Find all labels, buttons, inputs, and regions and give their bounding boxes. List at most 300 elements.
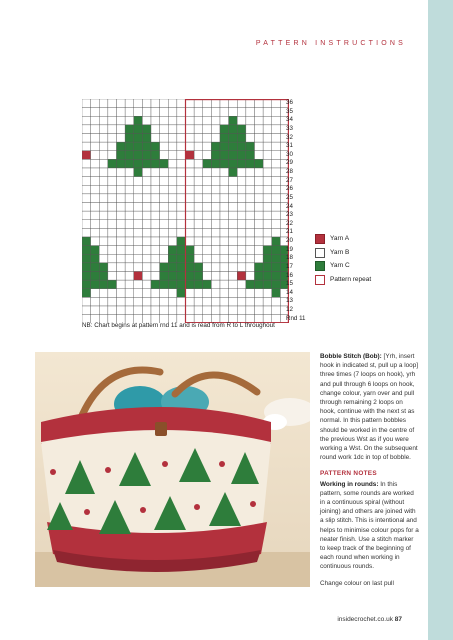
chart-cell-yarn-b — [117, 306, 126, 315]
chart-cell-yarn-c — [160, 280, 169, 289]
chart-cell-yarn-b — [272, 220, 281, 229]
chart-cell-yarn-b — [168, 306, 177, 315]
chart-cell-yarn-b — [134, 185, 143, 194]
chart-cell-yarn-b — [229, 297, 238, 306]
chart-cell-yarn-b — [117, 228, 126, 237]
chart-cell-yarn-b — [211, 99, 220, 108]
chart-cell-yarn-b — [108, 125, 117, 134]
chart-cell-yarn-b — [229, 185, 238, 194]
chart-cell-yarn-b — [237, 280, 246, 289]
chart-cell-yarn-b — [134, 280, 143, 289]
chart-cell-yarn-c — [134, 168, 143, 177]
chart-cell-yarn-c — [134, 151, 143, 160]
chart-cell-yarn-b — [91, 203, 100, 212]
chart-cell-yarn-b — [177, 203, 186, 212]
chart-cell-yarn-b — [255, 194, 264, 203]
round-label: 21 — [286, 228, 293, 236]
chart-cell-yarn-c — [134, 159, 143, 168]
chart-cell-yarn-c — [151, 142, 160, 151]
chart-cell-yarn-b — [134, 237, 143, 246]
bobble-stitch-title: Bobble Stitch (Bob): — [320, 353, 382, 360]
round-label: 16 — [286, 271, 293, 279]
chart-cell-yarn-b — [99, 125, 108, 134]
chart-cell-yarn-b — [108, 116, 117, 125]
chart-cell-yarn-b — [255, 168, 264, 177]
chart-cell-yarn-b — [211, 108, 220, 117]
chart-cell-yarn-b — [255, 99, 264, 108]
chart-cell-yarn-b — [255, 116, 264, 125]
chart-cell-yarn-b — [263, 116, 272, 125]
chart-cell-yarn-b — [203, 211, 212, 220]
chart-cell-yarn-b — [220, 194, 229, 203]
chart-cell-yarn-b — [263, 220, 272, 229]
chart-cell-yarn-c — [151, 151, 160, 160]
chart-cell-yarn-b — [237, 297, 246, 306]
chart-cell-yarn-c — [186, 263, 195, 272]
chart-cell-yarn-b — [117, 99, 126, 108]
chart-cell-yarn-b — [125, 263, 134, 272]
chart-cell-yarn-b — [82, 177, 91, 186]
chart-cell-yarn-b — [168, 297, 177, 306]
chart-cell-yarn-b — [82, 125, 91, 134]
chart-cell-yarn-c — [255, 280, 264, 289]
chart-cell-yarn-b — [272, 203, 281, 212]
chart-cell-yarn-b — [91, 134, 100, 143]
chart-cell-yarn-c — [272, 237, 281, 246]
chart-cell-yarn-c — [151, 280, 160, 289]
chart-cell-yarn-b — [246, 306, 255, 315]
chart-cell-yarn-b — [255, 203, 264, 212]
chart-cell-yarn-b — [91, 177, 100, 186]
chart-cell-yarn-b — [125, 99, 134, 108]
chart-cell-yarn-c — [211, 151, 220, 160]
chart-cell-yarn-b — [220, 116, 229, 125]
chart-cell-yarn-b — [186, 142, 195, 151]
chart-cell-yarn-b — [229, 177, 238, 186]
chart-cell-yarn-b — [229, 194, 238, 203]
chart-cell-yarn-b — [229, 263, 238, 272]
chart-cell-yarn-b — [194, 306, 203, 315]
chart-cell-yarn-b — [263, 306, 272, 315]
chart-cell-yarn-b — [220, 108, 229, 117]
chart-cell-yarn-c — [134, 116, 143, 125]
chart-cell-yarn-b — [211, 289, 220, 298]
chart-cell-yarn-c — [211, 142, 220, 151]
chart-cell-yarn-b — [203, 289, 212, 298]
working-in-rounds-text: In this pattern, some rounds are worked in a continuous spiral (without joining) and others are joined with a slip stitch. This is intentional and helps to minimise colour pops for a neater finish. Use a stitch marker to keep track of the beginning of each round when working in continuous rounds. — [320, 480, 419, 571]
chart-cell-yarn-c — [203, 280, 212, 289]
chart-cell-yarn-b — [117, 237, 126, 246]
chart-cell-yarn-b — [229, 272, 238, 281]
chart-cell-yarn-b — [160, 228, 169, 237]
chart-cell-yarn-c — [134, 142, 143, 151]
chart-cell-yarn-b — [160, 134, 169, 143]
chart-cell-yarn-b — [237, 306, 246, 315]
chart-cell-yarn-b — [246, 203, 255, 212]
chart-cell-yarn-b — [91, 297, 100, 306]
chart-cell-yarn-b — [246, 99, 255, 108]
chart-cell-yarn-b — [91, 306, 100, 315]
chart-cell-yarn-b — [255, 185, 264, 194]
chart-cell-yarn-b — [186, 220, 195, 229]
chart-cell-yarn-b — [246, 220, 255, 229]
extra-note: Change colour on last pull — [320, 579, 394, 587]
chart-cell-yarn-b — [263, 125, 272, 134]
chart-cell-yarn-b — [91, 228, 100, 237]
chart-cell-yarn-b — [203, 168, 212, 177]
chart-cell-yarn-b — [82, 194, 91, 203]
chart-cell-yarn-b — [91, 116, 100, 125]
chart-cell-yarn-b — [186, 116, 195, 125]
chart-cell-yarn-b — [186, 168, 195, 177]
chart-cell-yarn-b — [272, 108, 281, 117]
chart-cell-yarn-c — [134, 134, 143, 143]
chart-cell-yarn-b — [211, 306, 220, 315]
chart-cell-yarn-c — [272, 272, 281, 281]
chart-cell-yarn-b — [194, 185, 203, 194]
chart-cell-yarn-b — [134, 297, 143, 306]
chart-cell-yarn-b — [99, 297, 108, 306]
chart-cell-yarn-b — [117, 272, 126, 281]
chart-cell-yarn-b — [125, 280, 134, 289]
chart-cell-yarn-b — [246, 289, 255, 298]
chart-cell-yarn-c — [99, 280, 108, 289]
chart-cell-yarn-b — [186, 211, 195, 220]
chart-cell-yarn-b — [229, 228, 238, 237]
chart-cell-yarn-b — [186, 159, 195, 168]
chart-cell-yarn-b — [177, 99, 186, 108]
chart-cell-yarn-c — [142, 159, 151, 168]
chart-cell-yarn-b — [246, 134, 255, 143]
chart-cell-yarn-b — [117, 254, 126, 263]
chart-cell-yarn-b — [160, 185, 169, 194]
chart-cell-yarn-b — [272, 211, 281, 220]
chart-cell-yarn-b — [160, 289, 169, 298]
chart-cell-yarn-c — [194, 263, 203, 272]
chart-cell-yarn-b — [177, 108, 186, 117]
chart-cell-yarn-b — [168, 185, 177, 194]
chart-cell-yarn-c — [220, 151, 229, 160]
chart-cell-yarn-b — [220, 254, 229, 263]
chart-cell-yarn-b — [203, 297, 212, 306]
chart-cell-yarn-b — [108, 108, 117, 117]
chart-cell-yarn-b — [125, 194, 134, 203]
chart-cell-yarn-b — [255, 151, 264, 160]
chart-cell-yarn-b — [186, 194, 195, 203]
chart-cell-yarn-b — [220, 237, 229, 246]
chart-cell-yarn-c — [168, 272, 177, 281]
chart-cell-yarn-b — [99, 177, 108, 186]
chart-cell-yarn-c — [82, 246, 91, 255]
chart-cell-yarn-b — [263, 228, 272, 237]
chart-cell-yarn-b — [211, 116, 220, 125]
chart-cell-yarn-b — [82, 220, 91, 229]
chart-cell-yarn-b — [194, 108, 203, 117]
chart-cell-yarn-b — [108, 185, 117, 194]
chart-cell-yarn-b — [194, 254, 203, 263]
chart-cell-yarn-b — [272, 306, 281, 315]
chart-cell-yarn-b — [203, 125, 212, 134]
chart-cell-yarn-b — [108, 142, 117, 151]
chart-cell-yarn-b — [151, 99, 160, 108]
chart-cell-yarn-c — [229, 151, 238, 160]
chart-cell-yarn-b — [211, 297, 220, 306]
chart-cell-yarn-c — [255, 159, 264, 168]
chart-cell-yarn-b — [99, 220, 108, 229]
chart-cell-yarn-b — [229, 211, 238, 220]
chart-cell-yarn-b — [203, 254, 212, 263]
chart-cell-yarn-b — [142, 306, 151, 315]
working-in-rounds-title: Working in rounds: — [320, 480, 379, 488]
chart-cell-yarn-c — [82, 289, 91, 298]
chart-cell-yarn-c — [125, 142, 134, 151]
chart-cell-yarn-b — [194, 211, 203, 220]
chart-cell-yarn-b — [237, 194, 246, 203]
chart-cell-yarn-b — [177, 142, 186, 151]
chart-cell-yarn-b — [91, 237, 100, 246]
chart-cell-yarn-c — [263, 263, 272, 272]
chart-cell-yarn-c — [246, 151, 255, 160]
chart-cell-yarn-b — [108, 194, 117, 203]
chart-cell-yarn-b — [108, 177, 117, 186]
chart-cell-yarn-b — [220, 280, 229, 289]
chart-cell-yarn-b — [91, 108, 100, 117]
chart-cell-yarn-b — [168, 203, 177, 212]
chart-cell-yarn-b — [263, 185, 272, 194]
chart-cell-yarn-b — [91, 151, 100, 160]
chart-cell-yarn-b — [117, 211, 126, 220]
round-label: 36 — [286, 99, 293, 106]
chart-cell-yarn-b — [246, 108, 255, 117]
chart-note: NB: Chart begins at pattern rnd 11 and is read from R to L throughout — [82, 322, 275, 329]
chart-cell-yarn-b — [263, 168, 272, 177]
chart-cell-yarn-b — [211, 280, 220, 289]
chart-cell-yarn-b — [194, 177, 203, 186]
colourwork-chart — [82, 99, 289, 323]
chart-cell-yarn-b — [177, 125, 186, 134]
chart-cell-yarn-b — [177, 134, 186, 143]
chart-cell-yarn-b — [99, 185, 108, 194]
chart-cell-yarn-b — [237, 185, 246, 194]
chart-cell-yarn-b — [82, 297, 91, 306]
chart-cell-yarn-b — [237, 116, 246, 125]
chart-cell-yarn-b — [203, 263, 212, 272]
chart-cell-yarn-b — [82, 168, 91, 177]
chart-cell-yarn-b — [142, 177, 151, 186]
chart-cell-yarn-b — [272, 134, 281, 143]
chart-cell-yarn-b — [108, 134, 117, 143]
chart-cell-yarn-b — [255, 220, 264, 229]
chart-cell-yarn-b — [194, 125, 203, 134]
chart-cell-yarn-b — [108, 168, 117, 177]
chart-cell-yarn-b — [125, 297, 134, 306]
round-label: 22 — [286, 219, 293, 227]
chart-cell-yarn-b — [125, 306, 134, 315]
chart-cell-yarn-c — [255, 263, 264, 272]
chart-cell-yarn-c — [237, 151, 246, 160]
chart-cell-yarn-b — [108, 228, 117, 237]
round-label: 23 — [286, 211, 293, 219]
chart-cell-yarn-c — [82, 280, 91, 289]
chart-cell-yarn-b — [220, 263, 229, 272]
chart-cell-yarn-b — [229, 254, 238, 263]
chart-cell-yarn-b — [168, 108, 177, 117]
chart-cell-yarn-b — [211, 185, 220, 194]
chart-cell-yarn-b — [91, 289, 100, 298]
chart-cell-yarn-b — [194, 142, 203, 151]
round-label: 19 — [286, 245, 293, 253]
chart-cell-yarn-b — [99, 237, 108, 246]
chart-cell-yarn-c — [91, 272, 100, 281]
chart-cell-yarn-c — [229, 159, 238, 168]
chart-cell-yarn-b — [246, 194, 255, 203]
chart-cell-yarn-b — [108, 220, 117, 229]
chart-cell-yarn-b — [160, 194, 169, 203]
chart-cell-yarn-c — [186, 246, 195, 255]
chart-cell-yarn-b — [142, 237, 151, 246]
chart-cell-yarn-b — [255, 211, 264, 220]
chart-cell-yarn-b — [220, 177, 229, 186]
chart-cell-yarn-b — [142, 297, 151, 306]
chart-cell-yarn-b — [108, 289, 117, 298]
chart-cell-yarn-c — [229, 142, 238, 151]
chart-cell-yarn-b — [203, 220, 212, 229]
chart-cell-yarn-c — [272, 280, 281, 289]
chart-cell-yarn-b — [177, 116, 186, 125]
chart-cell-yarn-b — [125, 211, 134, 220]
chart-cell-yarn-b — [229, 108, 238, 117]
chart-cell-yarn-b — [220, 185, 229, 194]
yarn-c-swatch — [315, 261, 325, 271]
chart-cell-yarn-b — [246, 272, 255, 281]
chart-cell-yarn-b — [168, 134, 177, 143]
chart-cell-yarn-b — [272, 185, 281, 194]
chart-cell-yarn-c — [160, 159, 169, 168]
chart-cell-yarn-b — [255, 246, 264, 255]
chart-cell-yarn-b — [108, 99, 117, 108]
chart-cell-yarn-b — [203, 116, 212, 125]
chart-cell-yarn-b — [134, 108, 143, 117]
chart-cell-yarn-b — [255, 125, 264, 134]
chart-cell-yarn-a — [237, 272, 246, 281]
chart-cell-yarn-b — [151, 297, 160, 306]
chart-cell-yarn-a — [82, 151, 91, 160]
chart-cell-yarn-b — [125, 289, 134, 298]
bobble-stitch-text: [Yrh, insert hook in indicated st, pull up a loop] three times (7 loops on hook), yrh and pull through 6 loops on hook, change colour, yarn over and pull through remaining 2 loops on hook, continue with the next st as normal. In this pattern bobbles should be worked in the centre of the previous Wst as if you were working a Wst. On the subsequent round work 1dc in top of bobble. — [320, 353, 419, 462]
chart-cell-yarn-c — [99, 263, 108, 272]
chart-cell-yarn-b — [168, 194, 177, 203]
chart-cell-yarn-b — [211, 211, 220, 220]
round-label: 29 — [286, 159, 293, 167]
round-label: 32 — [286, 133, 293, 141]
chart-cell-yarn-b — [99, 306, 108, 315]
chart-cell-yarn-b — [108, 203, 117, 212]
basket-photo — [35, 352, 310, 587]
chart-cell-yarn-b — [151, 125, 160, 134]
chart-cell-yarn-b — [134, 211, 143, 220]
chart-cell-yarn-b — [263, 237, 272, 246]
chart-cell-yarn-b — [168, 237, 177, 246]
chart-cell-yarn-c — [246, 159, 255, 168]
chart-cell-yarn-b — [263, 203, 272, 212]
chart-cell-yarn-b — [220, 272, 229, 281]
page-footer — [337, 616, 402, 623]
chart-cell-yarn-b — [263, 108, 272, 117]
chart-cell-yarn-b — [272, 228, 281, 237]
chart-cell-yarn-c — [91, 254, 100, 263]
yarn-a-swatch — [315, 234, 325, 244]
crochet-basket-image — [35, 352, 310, 587]
round-label: 30 — [286, 150, 293, 158]
chart-cell-yarn-b — [160, 220, 169, 229]
chart-cell-yarn-c — [125, 159, 134, 168]
chart-cell-yarn-b — [160, 168, 169, 177]
chart-cell-yarn-b — [160, 108, 169, 117]
chart-cell-yarn-c — [186, 272, 195, 281]
chart-cell-yarn-c — [272, 246, 281, 255]
chart-cell-yarn-c — [168, 246, 177, 255]
chart-cell-yarn-b — [220, 246, 229, 255]
chart-cell-yarn-b — [194, 297, 203, 306]
chart-cell-yarn-b — [177, 297, 186, 306]
chart-cell-yarn-b — [142, 272, 151, 281]
chart-cell-yarn-b — [237, 228, 246, 237]
chart-cell-yarn-b — [117, 297, 126, 306]
chart-cell-yarn-b — [255, 108, 264, 117]
chart-cell-yarn-b — [194, 159, 203, 168]
round-label: 35 — [286, 107, 293, 115]
legend-label: Yarn B — [330, 248, 350, 256]
chart-cell-yarn-b — [125, 220, 134, 229]
chart-cell-yarn-c — [177, 289, 186, 298]
chart-cell-yarn-b — [237, 168, 246, 177]
chart-cell-yarn-b — [177, 168, 186, 177]
section-title: PATTERN INSTRUCTIONS — [255, 40, 406, 47]
chart-cell-yarn-b — [99, 246, 108, 255]
chart-cell-yarn-b — [272, 116, 281, 125]
chart-cell-yarn-c — [125, 134, 134, 143]
round-label: 28 — [286, 168, 293, 175]
chart-cell-yarn-b — [211, 228, 220, 237]
chart-cell-yarn-b — [211, 194, 220, 203]
chart-cell-yarn-b — [263, 99, 272, 108]
chart-cell-yarn-b — [177, 306, 186, 315]
chart-cell-yarn-b — [246, 246, 255, 255]
chart-cell-yarn-b — [246, 211, 255, 220]
chart-cell-yarn-b — [142, 220, 151, 229]
chart-cell-yarn-b — [142, 116, 151, 125]
chart-cell-yarn-b — [125, 237, 134, 246]
chart-cell-yarn-b — [151, 228, 160, 237]
chart-cell-yarn-c — [220, 142, 229, 151]
chart-cell-yarn-b — [125, 203, 134, 212]
chart-cell-yarn-c — [220, 159, 229, 168]
chart-cell-yarn-b — [263, 142, 272, 151]
chart-cell-yarn-c — [117, 159, 126, 168]
chart-cell-yarn-b — [194, 134, 203, 143]
chart-cell-yarn-b — [134, 203, 143, 212]
chart-cell-yarn-b — [82, 185, 91, 194]
chart-cell-yarn-c — [91, 263, 100, 272]
chart-cell-yarn-b — [82, 142, 91, 151]
chart-cell-yarn-b — [108, 211, 117, 220]
working-in-rounds-paragraph — [320, 480, 420, 572]
chart-cell-yarn-b — [117, 168, 126, 177]
chart-cell-yarn-b — [186, 289, 195, 298]
chart-cell-yarn-b — [263, 151, 272, 160]
chart-cell-yarn-b — [203, 185, 212, 194]
chart-cell-yarn-b — [203, 246, 212, 255]
